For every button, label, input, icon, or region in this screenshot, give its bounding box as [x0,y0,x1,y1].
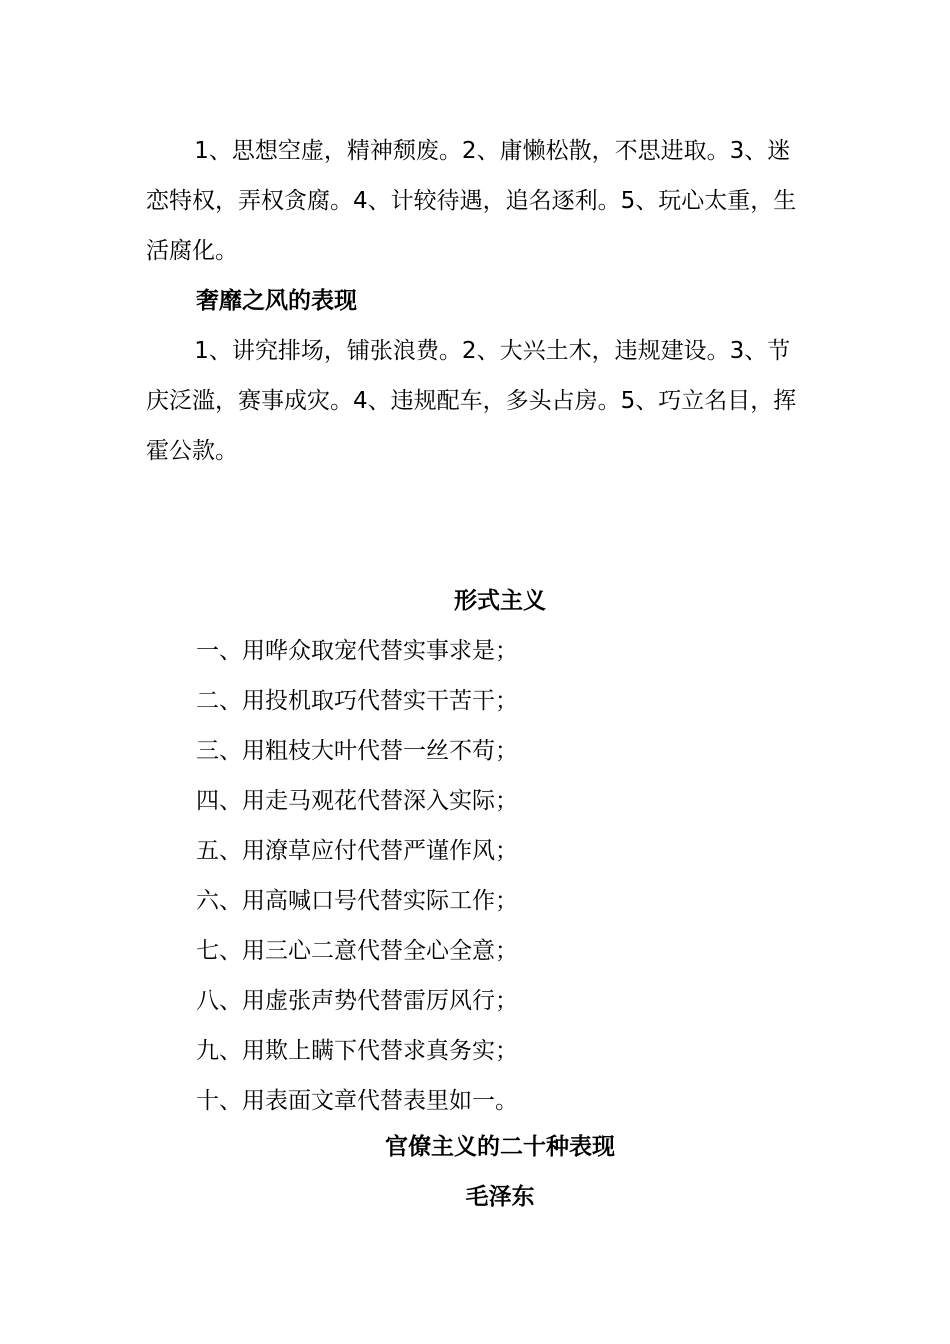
list-item: 二、用投机取巧代替实干苦干； [196,688,518,714]
list-item: 九、用欺上瞒下代替求真务实； [196,1038,518,1064]
list-item: 一、用哗众取宠代替实事求是； [196,638,518,664]
formalism-list [196,626,796,1126]
extravagance-paragraph: 1、讲究排场，铺张浪费。2、大兴土木，违规建设。3、节庆泛滥，赛事成灾。4、违规配车，多头占房。5、巧立名目，挥霍公款。 [146,338,797,464]
list-item: 五、用潦草应付代替严谨作风； [196,838,518,864]
list-item: 七、用三心二意代替全心全意； [196,938,518,964]
extravagance-heading: 奢靡之风的表现 [196,288,357,314]
section-decay-list [146,126,806,276]
list-item: 八、用虚张声势代替雷厉风行； [196,988,518,1014]
section-extravagance [146,276,806,476]
formalism-heading: 形式主义 [454,588,546,614]
bureaucratism-heading: 官僚主义的二十种表现 [385,1134,615,1160]
list-item: 三、用粗枝大叶代替一丝不苟； [196,738,518,764]
list-item: 四、用走马观花代替深入实际； [196,788,518,814]
decay-paragraph: 1、思想空虚，精神颓废。2、庸懒松散，不思进取。3、迷恋特权，弄权贪腐。4、计较待遇，追名逐利。5、玩心太重，生活腐化。 [146,138,797,264]
author-name: 毛泽东 [465,1184,535,1210]
list-item: 十、用表面文章代替表里如一。 [196,1088,518,1114]
list-item: 六、用高喊口号代替实际工作； [196,888,518,914]
